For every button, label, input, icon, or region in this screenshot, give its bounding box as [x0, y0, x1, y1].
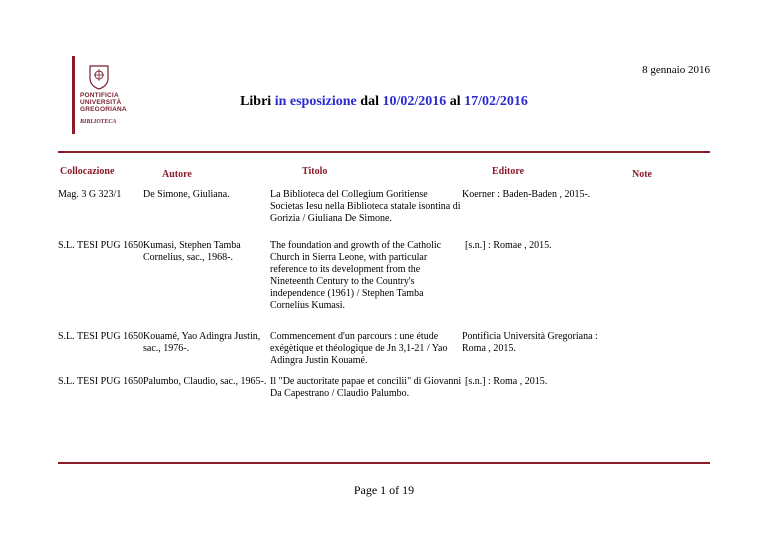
cell-titolo: Il "De auctoritate papae et concilii" di Giovanni Da Capestrano / Claudio Palumbo. — [270, 376, 462, 399]
cell-titolo: Commencement d'un parcours : une étude exégètique et théologique de Jn 3,1-21 / Yao Adingra Justin Kouamé. — [270, 331, 448, 366]
logo-line-2: UNIVERSITÀ — [80, 99, 122, 106]
page-number: Page 1 of 19 — [353, 483, 415, 497]
logo-line-3: GREGORIANA — [80, 106, 127, 113]
cell-collocazione: S.L. TESI PUG 1650 — [58, 240, 144, 251]
table-row — [58, 331, 144, 343]
university-crest-icon — [88, 64, 110, 90]
cell-collocazione: S.L. TESI PUG 1650 — [58, 331, 144, 342]
table-row — [58, 376, 144, 388]
cell-editore: Koerner : Baden-Baden , 2015-. — [462, 189, 591, 200]
cell-editore: [s.n.] : Roma , 2015. — [465, 376, 548, 387]
cell-autore: Kumasi, Stephen Tamba Cornelius, sac., 1968-. — [143, 240, 241, 263]
logo-line-1: PONTIFICIA — [80, 92, 119, 99]
title-prefix: Libri — [240, 94, 272, 109]
title-end-date: 17/02/2016 — [464, 94, 528, 109]
cell-editore: Pontificia Università Gregoriana : Roma , 2015. — [462, 331, 598, 354]
cell-autore: Palumbo, Claudio, sac., 1965-. — [143, 376, 267, 387]
cell-editore: [s.n.] : Romae , 2015. — [465, 240, 552, 251]
cell-collocazione: S.L. TESI PUG 1650 — [58, 376, 144, 387]
page-title — [0, 94, 768, 110]
col-header-editore: Editore — [492, 166, 525, 177]
title-from: dal — [360, 94, 379, 109]
col-header-titolo: Titolo — [302, 166, 328, 177]
footer-rule — [58, 462, 710, 464]
print-date: 8 gennaio 2016 — [642, 64, 710, 76]
cell-autore: Kouamé, Yao Adingra Justin, sac., 1976-. — [143, 331, 261, 354]
title-highlight: in esposizione — [274, 94, 357, 109]
col-header-collocazione: Collocazione — [60, 166, 115, 177]
title-start-date: 10/02/2016 — [382, 94, 447, 109]
logo-subtitle: BIBLIOTECA — [80, 119, 117, 125]
cell-autore: De Simone, Giuliana. — [143, 189, 230, 200]
table-row — [58, 240, 144, 252]
col-header-note: Note — [632, 169, 652, 180]
cell-titolo: La Biblioteca del Collegium Goritiense Societas Iesu nella Biblioteca statale isontina di Gorizia / Giuliana De Simone. — [270, 189, 461, 224]
col-header-autore: Autore — [162, 169, 192, 180]
cell-collocazione: Mag. 3 G 323/1 — [58, 189, 122, 200]
header-rule — [58, 151, 710, 153]
table-row — [58, 189, 144, 201]
cell-titolo: The foundation and growth of the Catholic Church in Sierra Leone, with particular reference to its development from the Nineteenth Century to the Country's independence (1961) / Stephen Tamba Cornelius Kumasi. — [270, 240, 442, 311]
title-to: al — [449, 94, 461, 109]
